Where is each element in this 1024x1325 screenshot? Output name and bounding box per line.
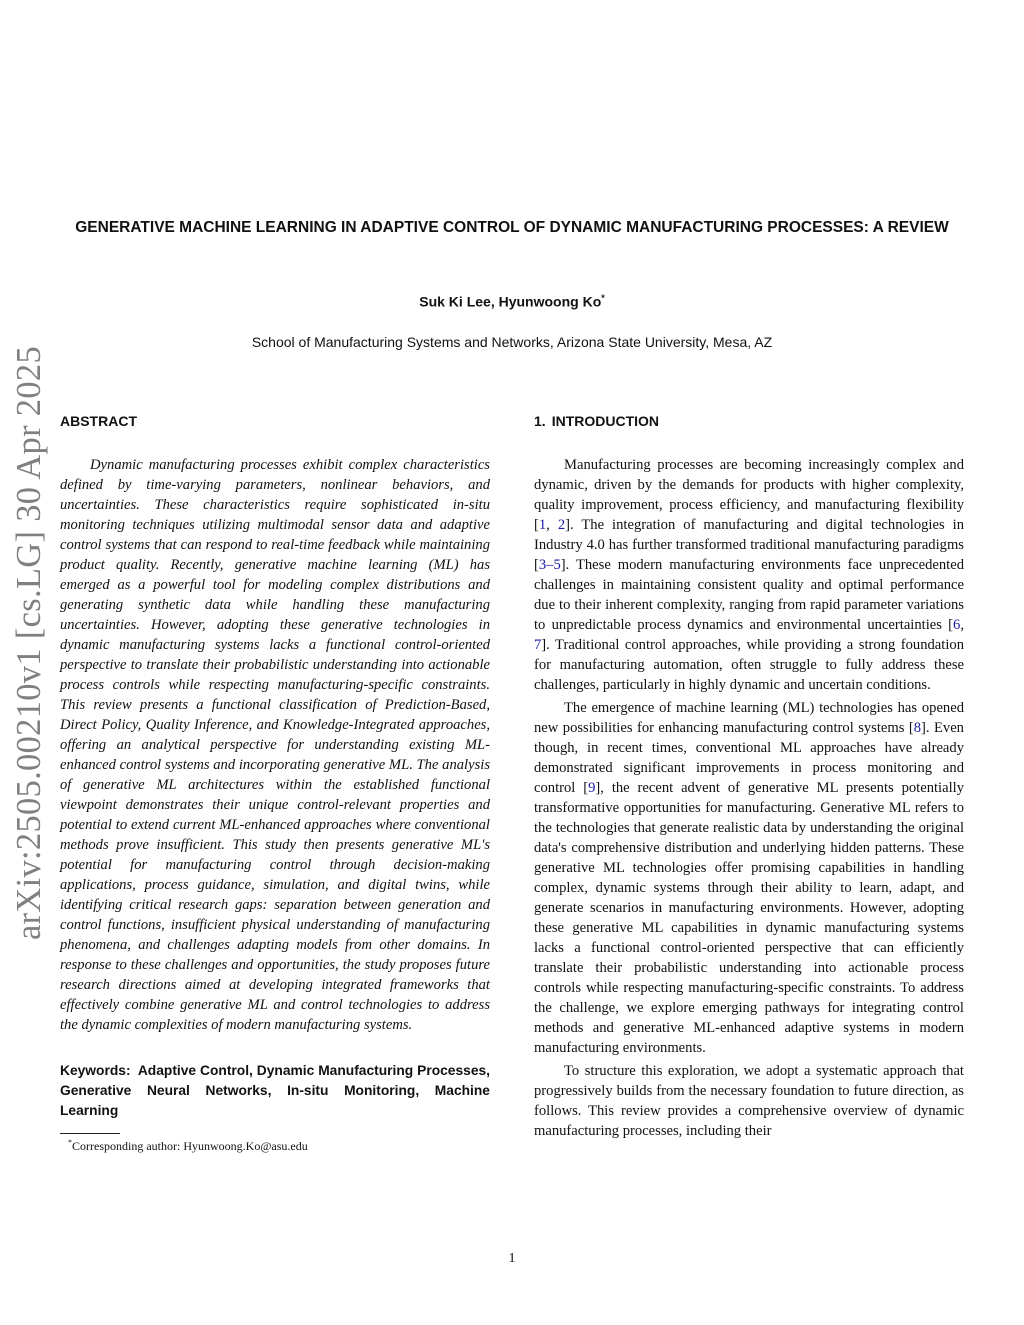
paragraph-text: ]. Even though, in recent times, conventional ML approaches have already demonstrated significant improvements in process monitoring and control [ <box>534 720 964 796</box>
intro-paragraph-1 <box>534 455 964 695</box>
author-names: Suk Ki Lee, Hyunwoong Ko <box>419 293 602 310</box>
citation-link[interactable]: 1 <box>538 517 547 533</box>
section-number: 1. <box>534 413 546 429</box>
paragraph-text: ]. These modern manufacturing environments face unprecedented challenges in maintaining consistent quality and optimal performance due to their inherent complexity, ranging from rapid parameter variations to unpredictable process dynamics and environmental uncertainties [ <box>534 557 964 633</box>
keywords-label: Keywords: <box>60 1063 131 1078</box>
paper-title: GENERATIVE MACHINE LEARNING IN ADAPTIVE CONTROL OF DYNAMIC MANUFACTURING PROCESSES: A REVIEW <box>75 219 949 236</box>
paragraph-text: ]. Traditional control approaches, while providing a strong foundation for manufacturing automation, often struggle to fully address these challenges, particularly in highly dynamic and uncertain conditions. <box>534 637 964 693</box>
author-affiliation: School of Manufacturing Systems and Networks, Arizona State University, Mesa, AZ <box>251 334 773 350</box>
keywords <box>60 1061 490 1121</box>
citation-link[interactable]: 8 <box>913 720 922 736</box>
corresponding-author-mark: * <box>601 293 605 303</box>
footnote <box>68 1138 490 1154</box>
author-list <box>60 293 964 310</box>
paragraph-text: ], the recent advent of generative ML presents potentially transformative opportunities for manufacturing. Generative ML refers to the technologies that generate realistic data by understanding the original data's comprehensive distribution and underlying hidden patterns. These generative ML technologies offer promising capabilities in handling complex, dynamic systems through their ability to learn, adapt, and generate scenarios in manufacturing environments. However, adopting these generative ML capabilities in dynamic manufacturing systems lacks a functional control-oriented perspective that can efficiently translate their probabilistic understanding into actionable process controls while respecting manufacturing-specific constraints. To address the challenge, we explore emerging pathways for integrating control methods and generative ML-enhanced adaptive systems in modern manufacturing environments. <box>534 780 964 1056</box>
intro-paragraph-2 <box>534 698 964 1058</box>
citation-link[interactable]: 3–5 <box>538 557 561 573</box>
paragraph-text: Manufacturing processes are becoming increasingly complex and dynamic, driven by the demands for products with higher complexity, quality improvement, process efficiency, and manufacturing flexibility [ <box>534 457 964 533</box>
footnote-text: Corresponding author: Hyunwoong.Ko@asu.edu <box>72 1139 308 1153</box>
introduction-heading <box>534 413 964 429</box>
citation-separator: , <box>546 517 558 533</box>
footnote-mark: * <box>68 1138 72 1147</box>
arxiv-identifier-stamp: arXiv:2505.00210v1 [cs.LG] 30 Apr 2025 <box>10 346 48 940</box>
page-number: 1 <box>508 1251 516 1266</box>
citation-separator: , <box>960 617 964 633</box>
citation-link[interactable]: 6 <box>953 617 961 633</box>
keywords-list: Adaptive Control, Dynamic Manufacturing Processes, Generative Neural Networks, In-situ Monitoring, Machine Learning <box>60 1063 491 1118</box>
footnote-divider <box>60 1133 120 1134</box>
citation-link[interactable]: 2 <box>557 517 566 533</box>
paragraph-text: The emergence of machine learning (ML) technologies has opened new possibilities for enhancing manufacturing control systems [ <box>534 700 964 736</box>
section-title: INTRODUCTION <box>551 413 660 429</box>
abstract-heading: ABSTRACT <box>60 413 137 429</box>
citation-link[interactable]: 7 <box>534 637 542 653</box>
citation-link[interactable]: 9 <box>588 780 596 796</box>
abstract-body: Dynamic manufacturing processes exhibit complex characteristics defined by time-varying parameters, nonlinear behaviors, and uncertainties. These characteristics require sophisticated in-situ monitoring techniques utilizing multimodal sensor data and adaptive control systems that can respond to real-time feedback while maintaining product quality. Recently, generative machine learning (ML) has emerged as a powerful tool for modeling complex distributions and generating synthetic data while handling these manufacturing uncertainties. However, adopting these generative technologies in dynamic manufacturing systems lacks a functional control-oriented perspective to translate their probabilistic understanding into actionable process controls while respecting manufacturing-specific constraints. This review presents a functional classification of Prediction-Based, Direct Policy, Quality Inference, and Knowledge-Integrated approaches, offering an analytical perspective for understanding existing ML-enhanced control systems and incorporating generative ML. The analysis of generative ML architectures within the established functional viewpoint demonstrates their unique control-relevant properties and potential to extend current ML-enhanced approaches where conventional methods prove insufficient. This study then presents generative ML's potential for manufacturing control through decision-making applications, process guidance, simulation, and digital twins, while identifying critical research gaps: separation between generation and control functions, insufficient physical understanding of manufacturing phenomena, and challenges adapting models from other domains. In response to these challenges and opportunities, the study proposes future research directions aimed at developing integrated frameworks that effectively combine generative ML and control technologies to address the dynamic complexities of modern manufacturing systems. <box>60 457 490 1033</box>
right-column <box>534 410 964 1144</box>
left-column <box>60 410 490 1154</box>
paragraph-text: ]. The integration of manufacturing and digital technologies in Industry 4.0 has further transformed traditional manufacturing paradigms [ <box>534 517 964 573</box>
intro-paragraph-3: To structure this exploration, we adopt a systematic approach that progressively builds from the necessary foundation to future direction, as follows. This review provides a comprehensive overview of dynamic manufacturing processes, including their <box>534 1063 964 1139</box>
